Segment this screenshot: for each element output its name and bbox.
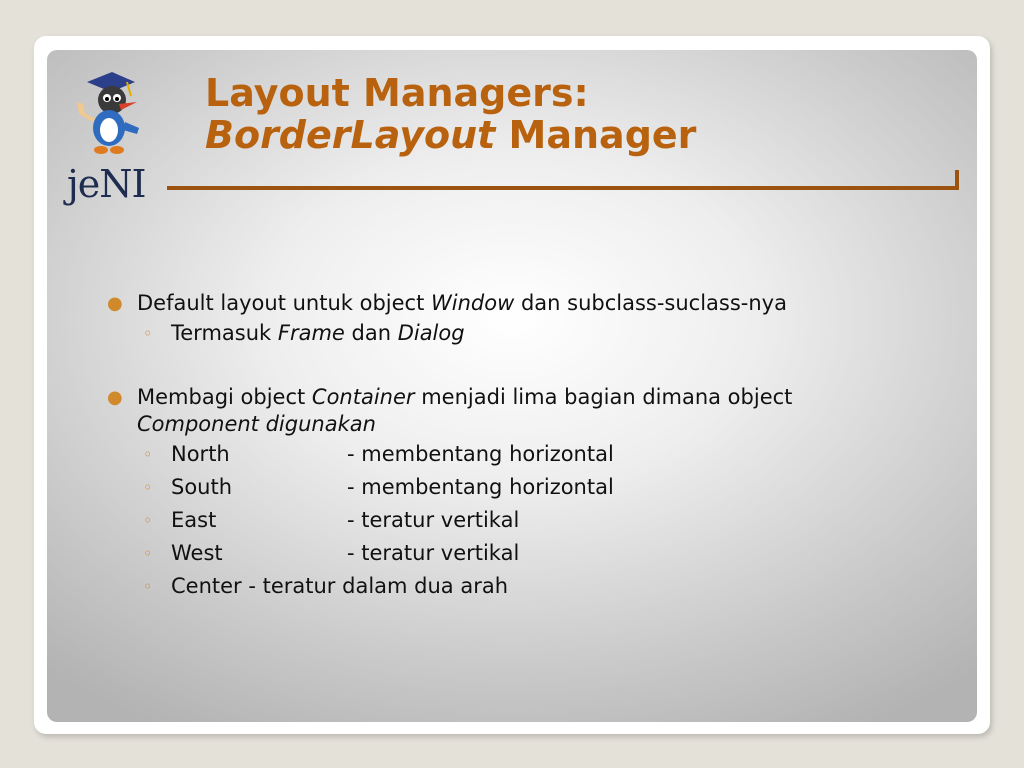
- title-line1: Layout Managers:: [205, 71, 589, 115]
- bullet-1: ● Default layout untuk object Window dan subclass-suclass-nya: [107, 291, 787, 315]
- sub-bullet-east: ◦ East - teratur vertikal: [105, 504, 945, 537]
- title-rest-part: Manager: [495, 113, 697, 157]
- sub-bullet-center: ◦ Center - teratur dalam dua arah: [105, 570, 945, 603]
- sub-bullet-1-1: ◦ Termasuk Frame dan Dialog: [105, 317, 945, 350]
- sub-bullet-west: ◦ West - teratur vertikal: [105, 537, 945, 570]
- slide-body: [105, 290, 945, 603]
- bullet-dot-icon: ●: [107, 387, 123, 408]
- jeni-logo: [57, 62, 157, 206]
- title-underline: [167, 186, 959, 190]
- bullet-2: ● Membagi object Container menjadi lima bagian dimana object Component digunakan: [107, 385, 793, 436]
- sub-bullet-ring-icon: ◦: [143, 324, 153, 343]
- sub-bullet-north: ◦ North - membentang horizontal: [105, 438, 945, 471]
- title-underline-cap: [955, 170, 959, 190]
- title-italic-part: BorderLayout: [205, 113, 496, 157]
- slide: [47, 50, 977, 722]
- sub-bullet-ring-icon: ◦: [143, 577, 153, 596]
- slide-title: [205, 72, 696, 156]
- sub-bullet-ring-icon: ◦: [143, 511, 153, 530]
- sub-bullet-ring-icon: ◦: [143, 478, 153, 497]
- sub-bullet-south: ◦ South - membentang horizontal: [105, 471, 945, 504]
- sub-bullet-ring-icon: ◦: [143, 544, 153, 563]
- logo-text: jeNI: [67, 162, 146, 206]
- sub-bullet-ring-icon: ◦: [143, 445, 153, 464]
- bullet-dot-icon: ●: [107, 293, 123, 314]
